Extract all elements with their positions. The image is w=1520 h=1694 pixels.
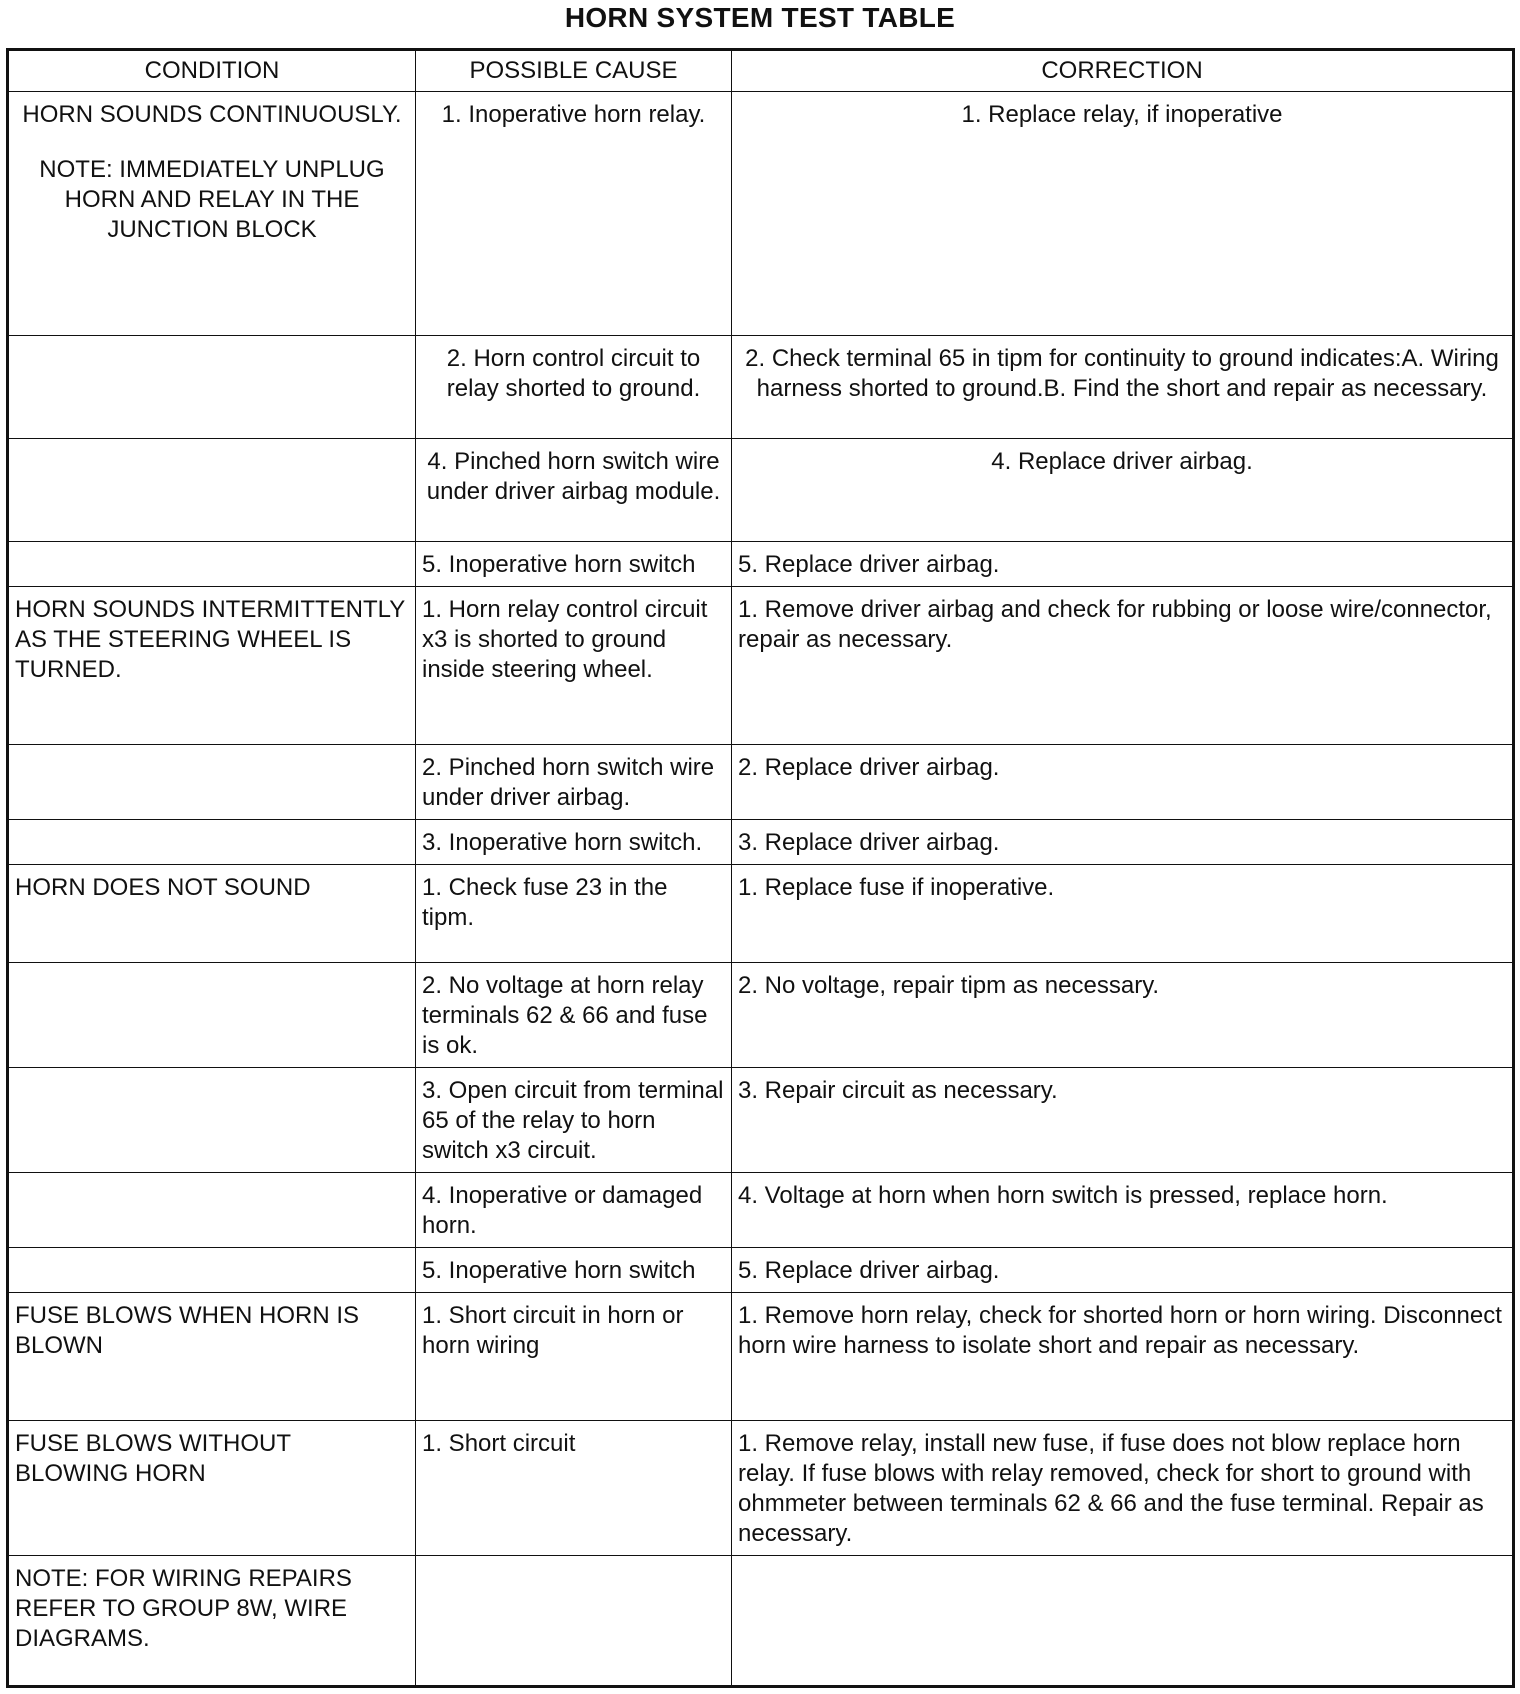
correction-cell: 1. Replace fuse if inoperative. (732, 865, 1514, 963)
condition-cell: HORN DOES NOT SOUND (8, 865, 416, 963)
cause-cell: 1. Short circuit (416, 1421, 732, 1556)
cause-cell: 5. Inoperative horn switch (416, 1248, 732, 1293)
cause-cell: 4. Inoperative or damaged horn. (416, 1173, 732, 1248)
table-row (8, 1068, 1514, 1173)
header-possible-cause: POSSIBLE CAUSE (416, 50, 732, 92)
cause-cell: 2. No voltage at horn relay terminals 62 & 66 and fuse is ok. (416, 963, 732, 1068)
condition-cell: HORN SOUNDS INTERMITTENTLY AS THE STEERING WHEEL IS TURNED. (8, 587, 416, 745)
condition-cell (8, 336, 416, 439)
table-row (8, 820, 1514, 865)
condition-cell (8, 1068, 416, 1173)
correction-cell: 2. Replace driver airbag. (732, 745, 1514, 820)
cause-cell: 1. Inoperative horn relay. (416, 92, 732, 336)
correction-cell: 1. Replace relay, if inoperative (732, 92, 1514, 336)
condition-cell (8, 92, 416, 336)
cause-cell: 3. Open circuit from terminal 65 of the relay to horn switch x3 circuit. (416, 1068, 732, 1173)
cause-cell: 4. Pinched horn switch wire under driver airbag module. (416, 439, 732, 542)
correction-cell: 2. Check terminal 65 in tipm for continuity to ground indicates:A. Wiring harness shorted to ground.B. Find the short and repair as necessary. (732, 336, 1514, 439)
cause-cell: 1. Check fuse 23 in the tipm. (416, 865, 732, 963)
page-title: HORN SYSTEM TEST TABLE (564, 2, 956, 33)
table-row (8, 439, 1514, 542)
table-header-row (8, 50, 1514, 92)
correction-cell: 2. No voltage, repair tipm as necessary. (732, 963, 1514, 1068)
condition-cell (8, 963, 416, 1068)
header-condition: CONDITION (8, 50, 416, 92)
table-row (8, 1248, 1514, 1293)
table-row (8, 1556, 1514, 1687)
cause-cell: 5. Inoperative horn switch (416, 542, 732, 587)
correction-cell: 5. Replace driver airbag. (732, 1248, 1514, 1293)
table-row (8, 865, 1514, 963)
horn-test-table (6, 48, 1515, 1688)
correction-cell: 1. Remove driver airbag and check for rubbing or loose wire/connector, repair as necessary. (732, 587, 1514, 745)
correction-cell: 4. Voltage at horn when horn switch is pressed, replace horn. (732, 1173, 1514, 1248)
table-row (8, 1293, 1514, 1421)
table-row (8, 1421, 1514, 1556)
condition-cell (8, 745, 416, 820)
correction-cell: 5. Replace driver airbag. (732, 542, 1514, 587)
cause-cell: 3. Inoperative horn switch. (416, 820, 732, 865)
correction-cell: 1. Remove relay, install new fuse, if fuse does not blow replace horn relay. If fuse blows with relay removed, check for short to ground with ohmmeter between terminals 62 & 66 and the fuse terminal. Repair as necessary. (732, 1421, 1514, 1556)
cause-cell: 1. Horn relay control circuit x3 is shorted to ground inside steering wheel. (416, 587, 732, 745)
condition-cell: FUSE BLOWS WHEN HORN IS BLOWN (8, 1293, 416, 1421)
correction-cell (732, 1556, 1514, 1687)
table-row (8, 587, 1514, 745)
table-row (8, 336, 1514, 439)
condition-cell (8, 1173, 416, 1248)
cause-cell: 1. Short circuit in horn or horn wiring (416, 1293, 732, 1421)
condition-cell: NOTE: FOR WIRING REPAIRS REFER TO GROUP 8W, WIRE DIAGRAMS. (8, 1556, 416, 1687)
correction-cell: 1. Remove horn relay, check for shorted horn or horn wiring. Disconnect horn wire harness to isolate short and repair as necessary. (732, 1293, 1514, 1421)
table-row (8, 1173, 1514, 1248)
table-row (8, 963, 1514, 1068)
condition-cell (8, 542, 416, 587)
cause-cell: 2. Pinched horn switch wire under driver airbag. (416, 745, 732, 820)
table-row (8, 92, 1514, 336)
table-row (8, 745, 1514, 820)
condition-cell: FUSE BLOWS WITHOUT BLOWING HORN (8, 1421, 416, 1556)
condition-cell (8, 439, 416, 542)
header-correction: CORRECTION (732, 50, 1514, 92)
cause-cell (416, 1556, 732, 1687)
correction-cell: 4. Replace driver airbag. (732, 439, 1514, 542)
correction-cell: 3. Repair circuit as necessary. (732, 1068, 1514, 1173)
condition-cell (8, 820, 416, 865)
condition-note: NOTE: IMMEDIATELY UNPLUG HORN AND RELAY IN THE JUNCTION BLOCK (39, 156, 385, 243)
correction-cell: 3. Replace driver airbag. (732, 820, 1514, 865)
condition-cell (8, 1248, 416, 1293)
table-row (8, 542, 1514, 587)
condition-text: HORN SOUNDS CONTINUOUSLY. (22, 101, 402, 128)
cause-cell: 2. Horn control circuit to relay shorted to ground. (416, 336, 732, 439)
